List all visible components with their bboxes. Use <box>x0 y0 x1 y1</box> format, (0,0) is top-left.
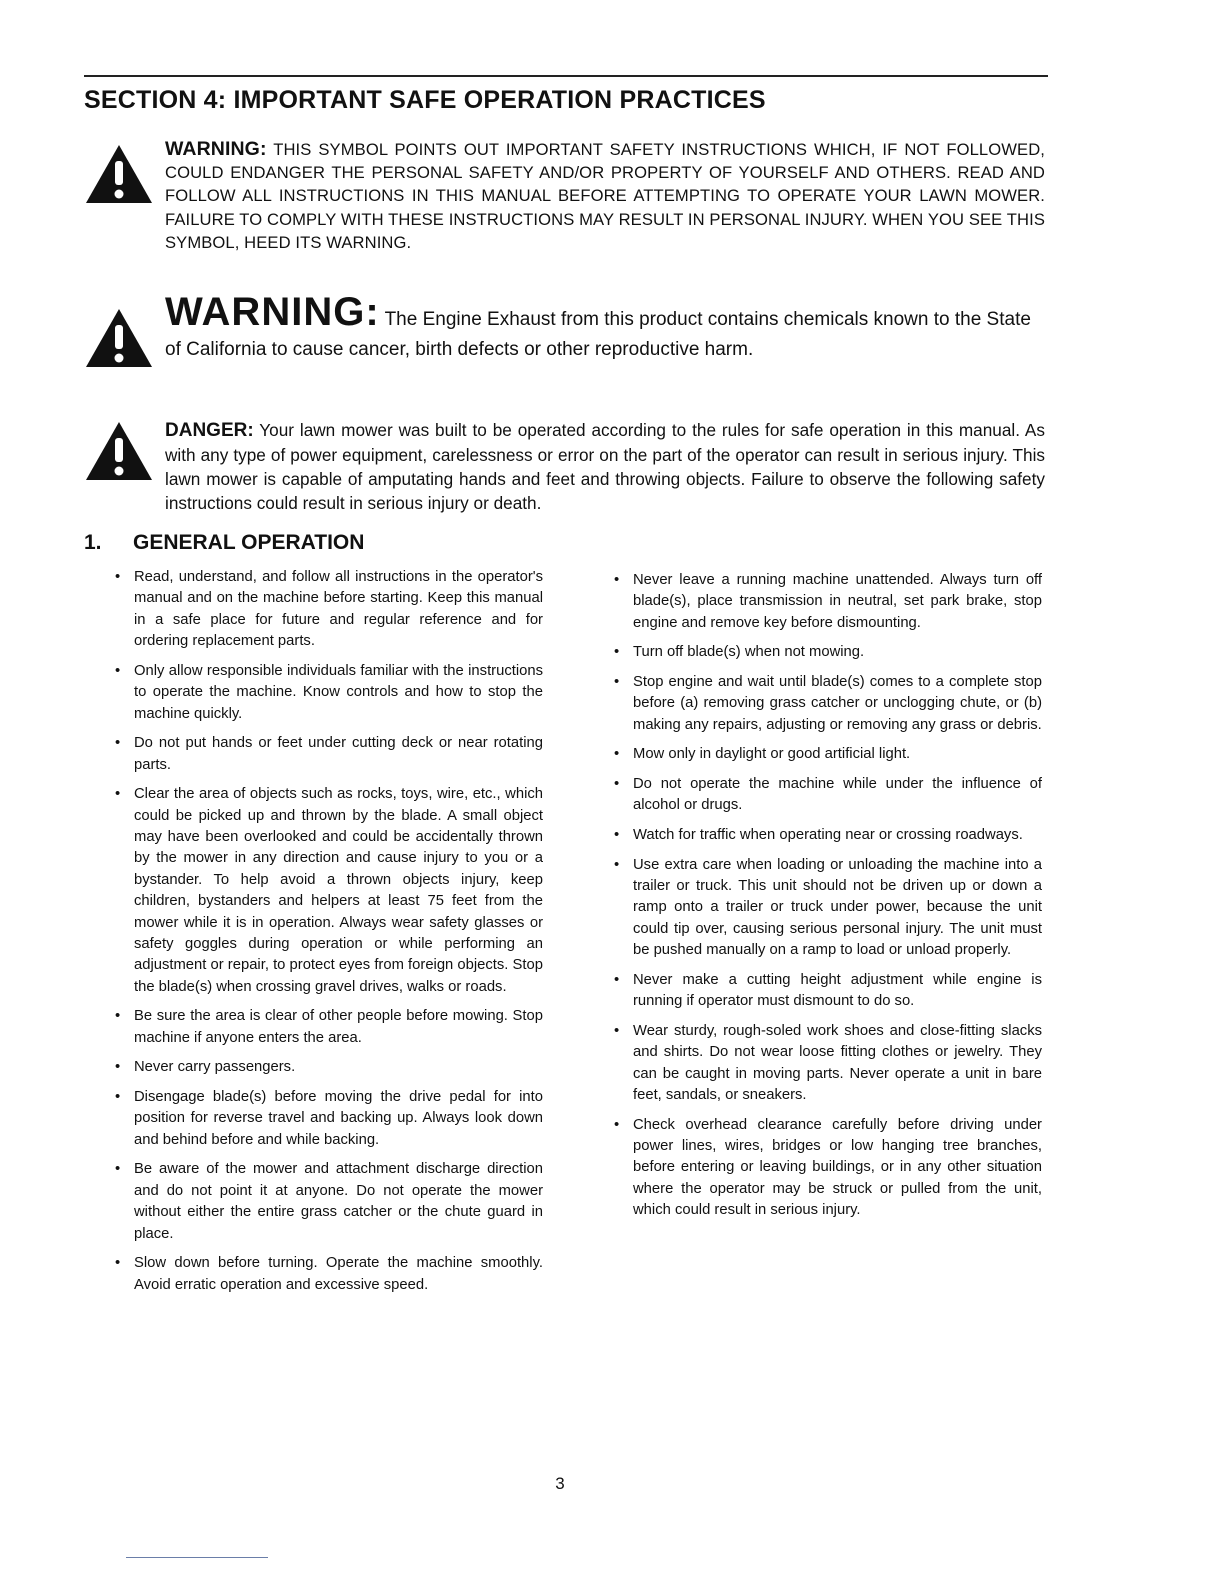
right-column-list <box>612 570 1042 1230</box>
list-item-text: Do not operate the machine while under the influence of alcohol or drugs. <box>633 776 1042 814</box>
california-warning-notice <box>165 290 1045 365</box>
bullet-icon: • <box>115 1255 121 1272</box>
bullet-icon: • <box>614 746 620 763</box>
notice-keyword: WARNING: <box>165 138 267 160</box>
bullet-icon: • <box>115 662 121 679</box>
notice-text: Your lawn mower was built to be operated according to the rules for safe operation in this manual. As with any type of power equipment, carelessness or error on the part of the operator can result in serious injury. This lawn mower is capable of amputating hands and feet and throwing objects. Failure to observe the following safety instructions could result in serious injury or death. <box>165 420 1045 513</box>
danger-notice <box>165 418 1045 515</box>
bullet-icon: • <box>115 1008 121 1025</box>
section-title: SECTION 4: IMPORTANT SAFE OPERATION PRACTICES <box>84 86 766 114</box>
list-item <box>612 1021 1042 1107</box>
bullet-icon: • <box>115 1059 121 1076</box>
bullet-icon: • <box>115 735 121 752</box>
list-item <box>612 1115 1042 1222</box>
bullet-icon: • <box>614 644 620 661</box>
warning-triangle-icon <box>84 420 154 482</box>
notice-text: THIS SYMBOL POINTS OUT IMPORTANT SAFETY INSTRUCTIONS WHICH, IF NOT FOLLOWED, COULD ENDANGER THE PERSONAL SAFETY AND/OR PROPERTY OF YOURSELF AND OTHERS. READ AND FOLLOW ALL INSTRUCTIONS IN THIS MANUAL BEFORE ATTEMPTING TO OPERATE YOUR LAWN MOWER. FAILURE TO COMPLY WITH THESE INSTRUCTIONS MAY RESULT IN PERSONAL INJURY. WHEN YOU SEE THIS SYMBOL, HEED ITS WARNING. <box>165 140 1045 252</box>
left-column-list <box>113 567 543 1304</box>
list-item <box>113 733 543 776</box>
bullet-icon: • <box>614 856 620 873</box>
bullet-icon: • <box>115 569 121 585</box>
general-operation-heading <box>84 531 364 555</box>
bullet-icon: • <box>614 674 620 690</box>
list-item-text: Clear the area of objects such as rocks, toys, wire, etc., which could be picked up and thrown by the blade. A small object may have been overlooked and could be accidentally thrown by the mower in any direction and cause injury to you or a bystander. To help avoid a thrown objects injury, keep children, bystanders and helpers at least 75 feet from the mower while it is in operation. Always wear safety glasses or safety goggles during operation or while performing an adjustment or repair, to protect eyes from foreign objects. Stop the blade(s) when crossing gravel drives, walks or roads. <box>134 786 543 995</box>
subsection-number: 1. <box>84 531 102 554</box>
list-item-text: Disengage blade(s) before moving the drive pedal for into position for reverse travel and backing up. Always look down and behind before and while backing. <box>134 1089 543 1148</box>
bullet-icon: • <box>614 971 620 988</box>
bullet-icon: • <box>614 776 620 792</box>
bullet-icon: • <box>614 1116 620 1133</box>
warning-triangle-icon <box>84 143 154 205</box>
warning-triangle-icon <box>84 307 154 369</box>
list-item <box>113 1253 543 1296</box>
bullet-icon: • <box>614 1022 620 1039</box>
list-item-text: Wear sturdy, rough-soled work shoes and close-fitting slacks and shirts. Do not wear loose fitting clothes or jewelry. They can be caught in moving parts. Never operate a unit in bare feet, sandals, or sneakers. <box>633 1022 1042 1104</box>
list-item-text: Be sure the area is clear of other people before mowing. Stop machine if anyone enters the area. <box>134 1008 543 1046</box>
list-item-text: Never make a cutting height adjustment while engine is running if operator must dismount to do so. <box>633 971 1042 1010</box>
list-item-text: Only allow responsible individuals familiar with the instructions to operate the machine. Know controls and how to stop the machine quickly. <box>134 662 543 722</box>
warning-notice <box>165 138 1045 254</box>
top-rule <box>84 75 1048 77</box>
notice-text: The Engine Exhaust from this product contains chemicals known to the State of California to cause cancer, birth defects or other reproductive harm. <box>165 309 1031 360</box>
list-item-text: Watch for traffic when operating near or crossing roadways. <box>633 827 1023 843</box>
list-item-text: Slow down before turning. Operate the machine smoothly. Avoid erratic operation and excessive speed. <box>134 1255 543 1293</box>
list-item-text: Turn off blade(s) when not mowing. <box>633 644 865 661</box>
list-item <box>113 661 543 725</box>
list-item-text: Never carry passengers. <box>134 1059 296 1076</box>
list-item-text: Mow only in daylight or good artificial light. <box>633 746 911 763</box>
bullet-icon: • <box>614 827 620 843</box>
bullet-icon: • <box>115 1089 121 1106</box>
list-item-text: Stop engine and wait until blade(s) comes to a complete stop before (a) removing grass catcher or unclogging chute, or (b) making any repairs, adjusting or removing any grass or debris. <box>633 674 1042 733</box>
list-item <box>612 570 1042 634</box>
list-item <box>113 784 543 998</box>
notice-keyword: WARNING: <box>165 290 380 334</box>
list-item-text: Never leave a running machine unattended. Always turn off blade(s), place transmission in neutral, set park brake, stop engine and remove key before dismounting. <box>633 572 1042 631</box>
list-item <box>113 1057 543 1078</box>
list-item <box>612 855 1042 962</box>
list-item <box>113 1159 543 1245</box>
notice-keyword: DANGER: <box>165 420 254 441</box>
list-item <box>612 642 1042 663</box>
list-item-text: Read, understand, and follow all instructions in the operator's manual and on the machine before starting. Keep this manual in a safe place for future and regular reference and for ordering replacement parts. <box>134 569 543 650</box>
list-item <box>612 970 1042 1013</box>
list-item-text: Do not put hands or feet under cutting deck or near rotating parts. <box>134 735 543 773</box>
list-item-text: Be aware of the mower and attachment discharge direction and do not point it at anyone. Do not operate the mower without either the entire grass catcher or the chute guard in place. <box>134 1161 543 1242</box>
list-item <box>113 1006 543 1049</box>
bottom-rule <box>126 1557 268 1558</box>
list-item <box>612 774 1042 817</box>
list-item-text: Use extra care when loading or unloading the machine into a trailer or truck. This unit should not be driven up or down a ramp onto a trailer or truck under power, because the unit could tip over, causing serious personal injury. The unit must be pushed manually on a ramp to load or unload properly. <box>633 856 1042 959</box>
bullet-icon: • <box>115 1161 121 1178</box>
bullet-icon: • <box>614 572 620 588</box>
list-item <box>612 744 1042 765</box>
list-item <box>612 672 1042 736</box>
bullet-icon: • <box>115 786 121 803</box>
subsection-title: GENERAL OPERATION <box>133 531 365 554</box>
list-item <box>113 567 543 653</box>
list-item-text: Check overhead clearance carefully before driving under power lines, wires, bridges or low hanging tree branches, before entering or leaving buildings, or in any other situation where the operator may be struck or pulled from the unit, which could result in serious injury. <box>633 1116 1042 1219</box>
list-item <box>113 1087 543 1151</box>
list-item <box>612 825 1042 846</box>
page-number: 3 <box>555 1474 565 1493</box>
